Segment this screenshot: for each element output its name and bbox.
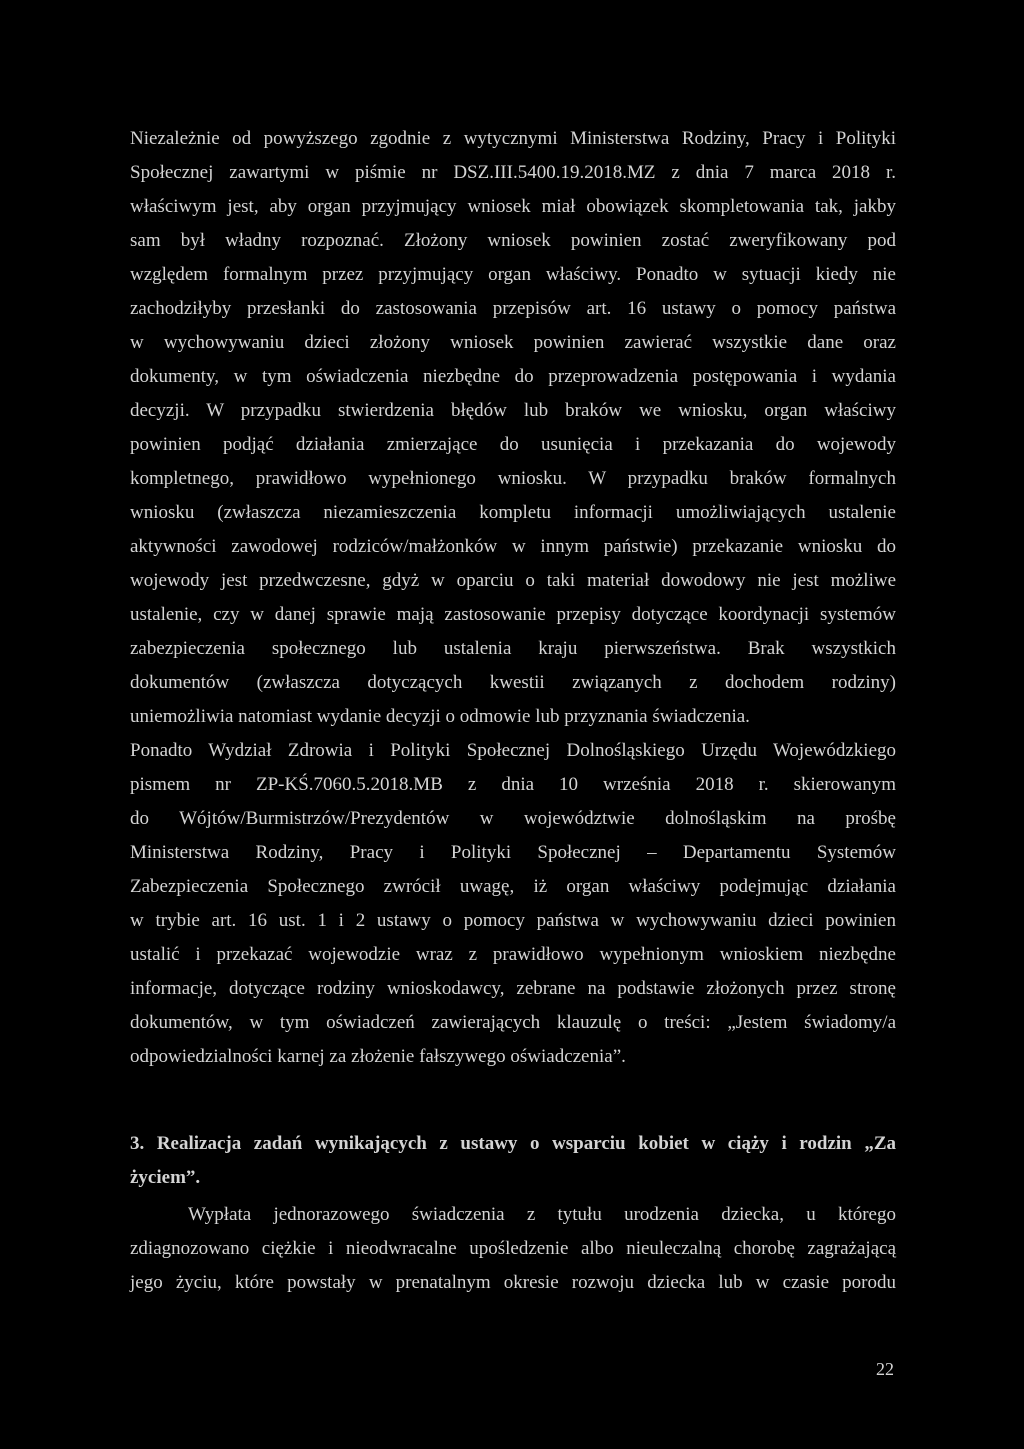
text-line: Zabezpieczenia Społecznego zwrócił uwagę, iż organ właściwy podejmując działania <box>130 876 896 897</box>
text-line: zachodziłyby przesłanki do zastosowania przepisów art. 16 ustawy o pomocy państwa <box>130 298 896 319</box>
text-line: w trybie art. 16 ust. 1 i 2 ustawy o pomocy państwa w wychowywaniu dzieci powinien <box>130 910 896 931</box>
text-line: informacje, dotyczące rodziny wnioskodawcy, zebrane na podstawie złożonych przez stronę <box>130 978 896 999</box>
text-line: powinien podjąć działania zmierzające do usunięcia i przekazania do wojewody <box>130 434 896 455</box>
text-line: aktywności zawodowej rodziców/małżonków w innym państwie) przekazanie wniosku do <box>130 536 896 557</box>
text-line: Społecznej zawartymi w piśmie nr DSZ.III.5400.19.2018.MZ z dnia 7 marca 2018 r. <box>130 162 896 183</box>
text-line: Niezależnie od powyższego zgodnie z wytycznymi Ministerstwa Rodziny, Pracy i Polityki <box>130 128 896 149</box>
text-line: zdiagnozowano ciężkie i nieodwracalne upośledzenie albo nieuleczalną chorobę zagrażającą <box>130 1238 896 1259</box>
text-line: Ministerstwa Rodziny, Pracy i Polityki Społecznej – Departamentu Systemów <box>130 842 896 863</box>
text-line: dokumenty, w tym oświadczenia niezbędne do przeprowadzenia postępowania i wydania <box>130 366 896 387</box>
text-line: wniosku (zwłaszcza niezamieszczenia kompletu informacji umożliwiających ustalenie <box>130 502 896 523</box>
text-line: do Wójtów/Burmistrzów/Prezydentów w województwie dolnośląskim na prośbę <box>130 808 896 829</box>
text-line: jego życiu, które powstały w prenatalnym okresie rozwoju dziecka lub w czasie porodu <box>130 1272 896 1293</box>
heading-line: życiem”. <box>130 1167 201 1188</box>
text-line: kompletnego, prawidłowo wypełnionego wniosku. W przypadku braków formalnych <box>130 468 896 489</box>
text-line: Wypłata jednorazowego świadczenia z tytułu urodzenia dziecka, u którego <box>188 1204 896 1225</box>
text-line: dokumentów, w tym oświadczeń zawierających klauzulę o treści: „Jestem świadomy/a <box>130 1012 896 1033</box>
page-number: 22 <box>876 1359 894 1379</box>
text-line: ustalić i przekazać wojewodzie wraz z prawidłowo wypełnionym wnioskiem niezbędne <box>130 944 896 965</box>
text-line: odpowiedzialności karnej za złożenie fałszywego oświadczenia”. <box>130 1046 626 1067</box>
text-line: uniemożliwia natomiast wydanie decyzji o odmowie lub przyznania świadczenia. <box>130 706 750 727</box>
text-line: pismem nr ZP-KŚ.7060.5.2018.MB z dnia 10 września 2018 r. skierowanym <box>130 774 896 795</box>
heading-line: 3. Realizacja zadań wynikających z ustawy o wsparciu kobiet w ciąży i rodzin „Za <box>130 1133 896 1154</box>
text-line: decyzji. W przypadku stwierdzenia błędów lub braków we wniosku, organ właściwy <box>130 400 896 421</box>
text-line: właściwym jest, aby organ przyjmujący wniosek miał obowiązek skompletowania tak, jakby <box>130 196 896 217</box>
text-line: względem formalnym przez przyjmujący organ właściwy. Ponadto w sytuacji kiedy nie <box>130 264 896 285</box>
text-line: dokumentów (zwłaszcza dotyczących kwestii związanych z dochodem rodziny) <box>130 672 896 693</box>
text-line: ustalenie, czy w danej sprawie mają zastosowanie przepisy dotyczące koordynacji systemów <box>130 604 896 625</box>
text-line: Ponadto Wydział Zdrowia i Polityki Społecznej Dolnośląskiego Urzędu Wojewódzkiego <box>130 740 896 761</box>
text-line: w wychowywaniu dzieci złożony wniosek powinien zawierać wszystkie dane oraz <box>130 332 896 353</box>
text-line: sam był władny rozpoznać. Złożony wniosek powinien zostać zweryfikowany pod <box>130 230 896 251</box>
text-line: wojewody jest przedwczesne, gdyż w oparciu o taki materiał dowodowy nie jest możliwe <box>130 570 896 591</box>
text-line: zabezpieczenia społecznego lub ustalenia kraju pierwszeństwa. Brak wszystkich <box>130 638 896 659</box>
